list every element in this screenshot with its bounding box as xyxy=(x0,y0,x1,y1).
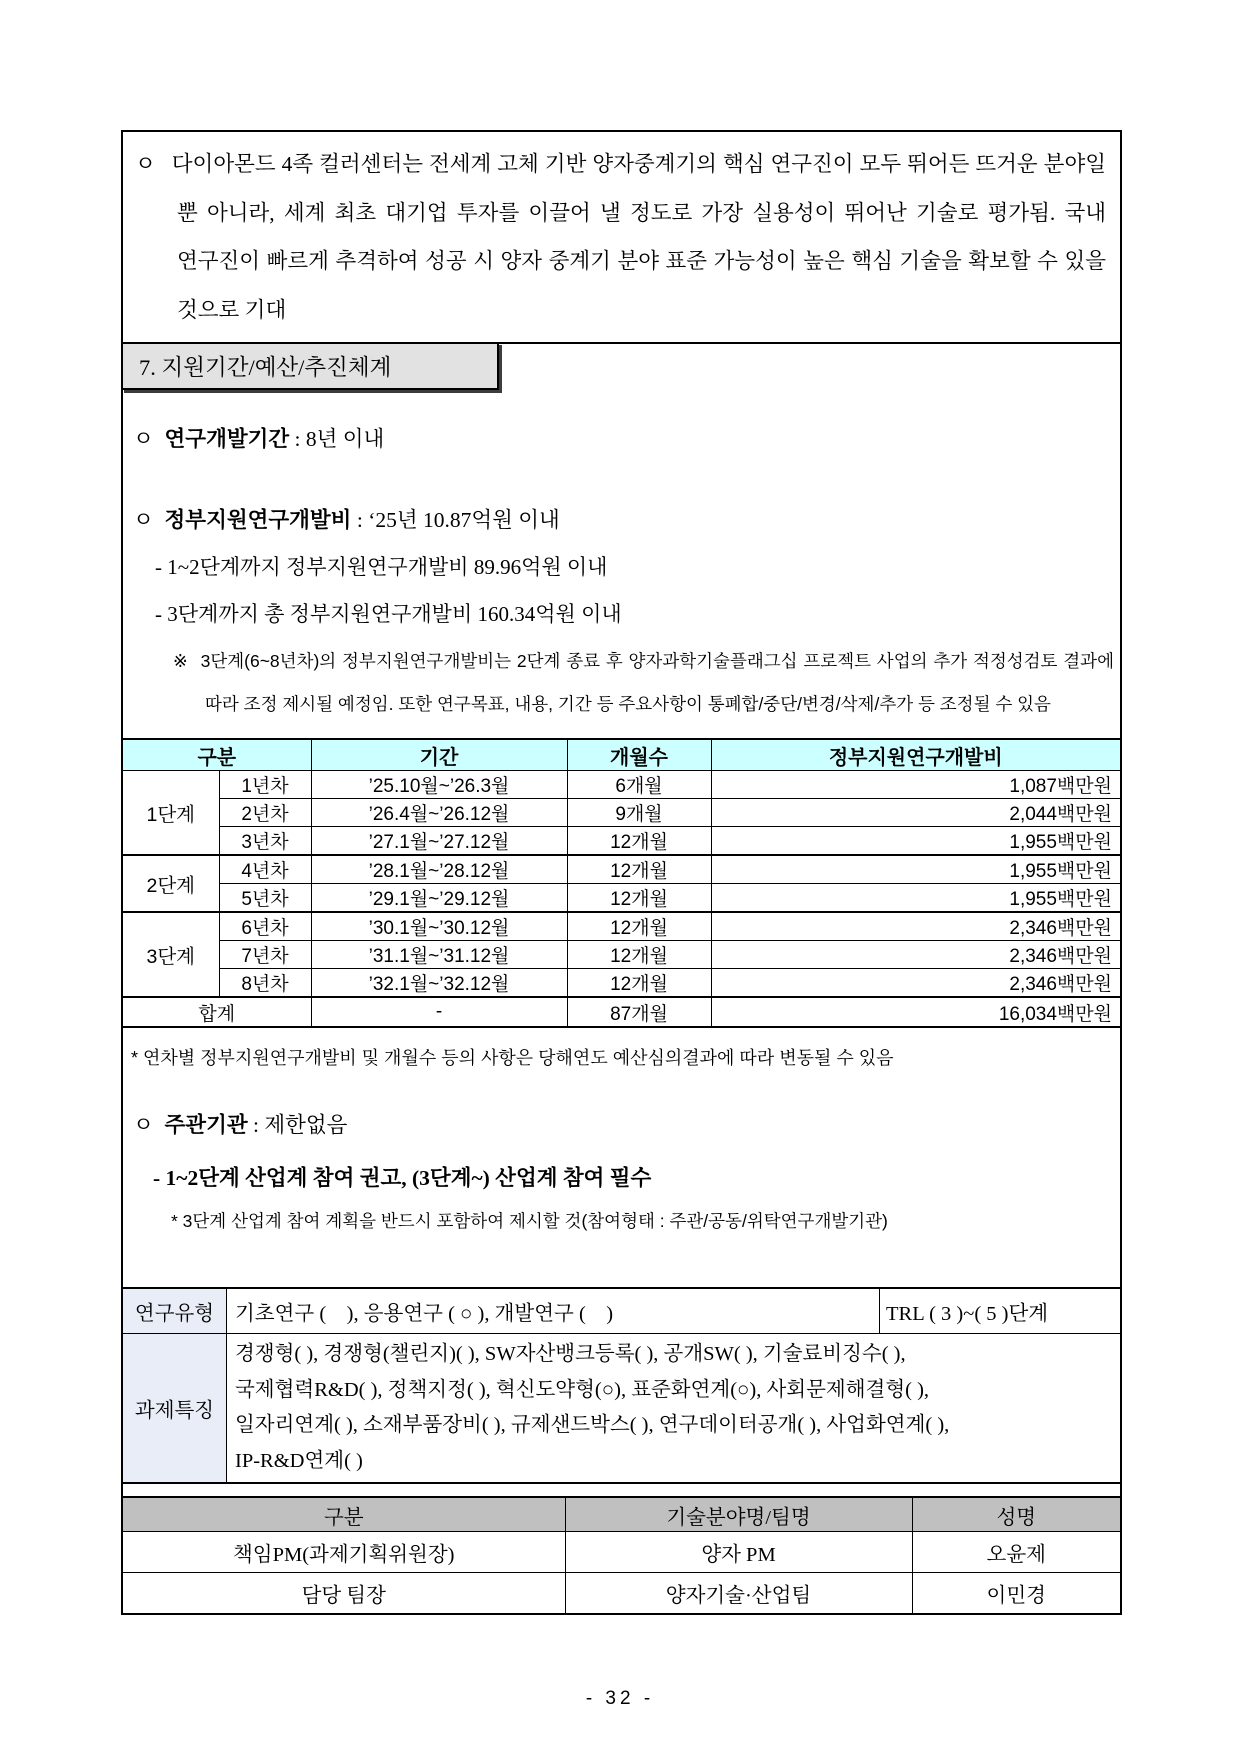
table-row xyxy=(122,1532,1121,1573)
budget-cell: 1,955백만원 xyxy=(711,884,1121,913)
col-header-months: 개월수 xyxy=(567,739,711,771)
period-cell: ’26.4월~’26.12월 xyxy=(311,799,567,827)
table-row xyxy=(122,941,1121,969)
budget-cell: 2,044백만원 xyxy=(711,799,1121,827)
research-type-row xyxy=(122,1288,1121,1334)
budget-cell: 1,955백만원 xyxy=(711,855,1121,884)
table-row xyxy=(122,855,1121,884)
name-cell: 오윤제 xyxy=(912,1532,1121,1573)
team-cell: 양자 PM xyxy=(565,1532,912,1573)
budget-cell: 1,087백만원 xyxy=(711,771,1121,799)
total-months-cell: 87개월 xyxy=(567,997,711,1027)
col-header-team: 기술분야명/팀명 xyxy=(565,1497,912,1532)
budget-cell: 2,346백만원 xyxy=(711,969,1121,998)
gov-budget-subitem: - 1~2단계까지 정부지원연구개발비 89.96억원 이내 xyxy=(155,555,608,579)
col-header-period: 기간 xyxy=(311,739,567,771)
intro-text: 다이아몬드 4족 컬러센터는 전세계 고체 기반 양자중계기의 핵심 연구진이 모두 뛰어든 뜨거운 분야일 뿐 아니라, 세계 최초 대기업 투자를 이끌어 낼 정도로 가장 실용성이 뛰어난 기술로 평가됨. 국내 연구진이 빠르게 추격하여 성공 시 양자 중계기 분야 표준 가능성이 높은 핵심 기술을 확보할 수 있을 것으로 기대 xyxy=(171,152,1106,322)
circle-bullet: ㅇ xyxy=(133,1113,154,1137)
total-budget-cell: 16,034백만원 xyxy=(711,997,1121,1027)
period-cell: ’27.1월~’27.12월 xyxy=(311,827,567,856)
research-type-table xyxy=(121,1287,1122,1484)
year-cell: 2년차 xyxy=(219,799,311,827)
host-org-line xyxy=(133,1108,1120,1139)
host-org-value: : 제한없음 xyxy=(247,1113,348,1137)
page-number: - 32 - xyxy=(585,1688,655,1709)
col-header-group: 구분 xyxy=(122,739,311,771)
task-features-line: 일자리연계( ), 소재부품장비( ), 규제샌드박스( ), 연구데이터공개( ), 사업화연계( ), xyxy=(235,1414,950,1436)
months-cell: 12개월 xyxy=(567,827,711,856)
period-cell: ’30.1월~’30.12월 xyxy=(311,912,567,941)
gov-budget-value: : ‘25년 10.87억원 이내 xyxy=(351,508,560,532)
gov-budget-note-text: 3단계(6~8년차)의 정부지원연구개발비는 2단계 종료 후 양자과학기술플래그십 프로젝트 사업의 추가 적정성검토 결과에 따라 조정 제시될 예정임. 또한 연구목표, 내용, 기간 등 주요사항이 통폐합/중단/변경/삭제/추가 등 조정될 수 있음 xyxy=(200,651,1114,714)
months-cell: 12개월 xyxy=(567,855,711,884)
year-cell: 5년차 xyxy=(219,884,311,913)
period-cell: ’28.1월~’28.12월 xyxy=(311,855,567,884)
document-page xyxy=(121,130,1122,1615)
total-label-cell: 합계 xyxy=(122,997,311,1027)
total-period-cell: - xyxy=(311,997,567,1027)
table-row xyxy=(122,771,1121,799)
budget-table-header-row xyxy=(122,739,1121,771)
team-cell: 양자기술·산업팀 xyxy=(565,1573,912,1615)
table-row xyxy=(122,912,1121,941)
intro-paragraph xyxy=(135,140,1106,334)
period-cell: ’25.10월~’26.3월 xyxy=(311,771,567,799)
section7-box xyxy=(121,342,1122,1615)
task-features-line: 국제협력R&D( ), 정책지정( ), 혁신도약형(○), 표준화연계(○), 사회문제해결형( ), xyxy=(235,1378,930,1401)
gov-budget-subitem: - 3단계까지 총 정부지원연구개발비 160.34억원 이내 xyxy=(155,602,622,626)
section7-title: 7. 지원기간/예산/추진체계 xyxy=(139,355,392,380)
budget-table xyxy=(121,738,1122,1028)
research-type-label-cell: 연구유형 xyxy=(122,1288,227,1334)
gov-budget-line xyxy=(133,503,1120,534)
circle-bullet: ㅇ xyxy=(135,152,156,176)
budget-table-footnote: * 연차별 정부지원연구개발비 및 개월수 등의 사항은 당해연도 예산심의결과에 따라 변동될 수 있음 xyxy=(131,1048,894,1068)
rnd-period-value: : 8년 이내 xyxy=(289,427,385,451)
col-header-name: 성명 xyxy=(912,1497,1121,1532)
task-features-line: 경쟁형( ), 경쟁형(챌린지)( ), SW자산뱅크등록( ), 공개SW( ), 기술료비징수( ), xyxy=(235,1343,906,1365)
year-cell: 3년차 xyxy=(219,827,311,856)
staff-table-header-row xyxy=(122,1497,1121,1532)
months-cell: 12개월 xyxy=(567,884,711,913)
stage-cell: 2단계 xyxy=(122,855,219,912)
table-row xyxy=(122,1573,1121,1615)
rnd-period-line xyxy=(133,422,1120,453)
circle-bullet: ㅇ xyxy=(133,427,154,451)
role-cell: 책임PM(과제기획위원장) xyxy=(122,1532,565,1573)
task-features-row xyxy=(122,1334,1121,1484)
gov-budget-note xyxy=(173,640,1114,726)
months-cell: 9개월 xyxy=(567,799,711,827)
budget-cell: 2,346백만원 xyxy=(711,912,1121,941)
period-cell: ’31.1월~’31.12월 xyxy=(311,941,567,969)
trl-cell: TRL ( 3 )~( 5 )단계 xyxy=(880,1288,1122,1334)
year-cell: 7년차 xyxy=(219,941,311,969)
task-features-label-cell: 과제특징 xyxy=(122,1334,227,1484)
budget-cell: 2,346백만원 xyxy=(711,941,1121,969)
industry-participation-note: * 3단계 산업계 참여 계획을 반드시 포함하여 제시할 것(참여형태 : 주관/공동/위탁연구개발기관) xyxy=(171,1211,888,1231)
section7-header xyxy=(121,342,499,390)
col-header-category: 구분 xyxy=(122,1497,565,1532)
year-cell: 6년차 xyxy=(219,912,311,941)
stage-cell: 3단계 xyxy=(122,912,219,997)
role-cell: 담당 팀장 xyxy=(122,1573,565,1615)
rnd-period-label: 연구개발기간 xyxy=(164,427,290,451)
budget-cell: 1,955백만원 xyxy=(711,827,1121,856)
task-features-value-cell xyxy=(227,1334,1122,1484)
table-row xyxy=(122,827,1121,856)
staff-table xyxy=(121,1496,1122,1615)
col-header-budget: 정부지원연구개발비 xyxy=(711,739,1121,771)
task-features-line: IP-R&D연계( ) xyxy=(235,1449,363,1472)
host-org-label: 주관기관 xyxy=(164,1113,248,1137)
months-cell: 12개월 xyxy=(567,912,711,941)
circle-bullet: ㅇ xyxy=(133,508,154,532)
name-cell: 이민경 xyxy=(912,1573,1121,1615)
table-row xyxy=(122,799,1121,827)
year-cell: 4년차 xyxy=(219,855,311,884)
research-type-value-cell: 기초연구 ( ), 응용연구 ( ○ ), 개발연구 ( ) xyxy=(227,1288,880,1334)
industry-participation-line: - 1~2단계 산업계 참여 권고, (3단계~) 산업계 참여 필수 xyxy=(153,1166,652,1190)
months-cell: 6개월 xyxy=(567,771,711,799)
stage-cell: 1단계 xyxy=(122,771,219,856)
table-row xyxy=(122,969,1121,998)
intro-note-box xyxy=(121,130,1122,344)
table-row xyxy=(122,884,1121,913)
table-total-row xyxy=(122,997,1121,1027)
year-cell: 1년차 xyxy=(219,771,311,799)
year-cell: 8년차 xyxy=(219,969,311,998)
reference-mark: ※ xyxy=(173,651,189,671)
months-cell: 12개월 xyxy=(567,969,711,998)
months-cell: 12개월 xyxy=(567,941,711,969)
period-cell: ’29.1월~’29.12월 xyxy=(311,884,567,913)
period-cell: ’32.1월~’32.12월 xyxy=(311,969,567,998)
gov-budget-label: 정부지원연구개발비 xyxy=(164,508,352,532)
